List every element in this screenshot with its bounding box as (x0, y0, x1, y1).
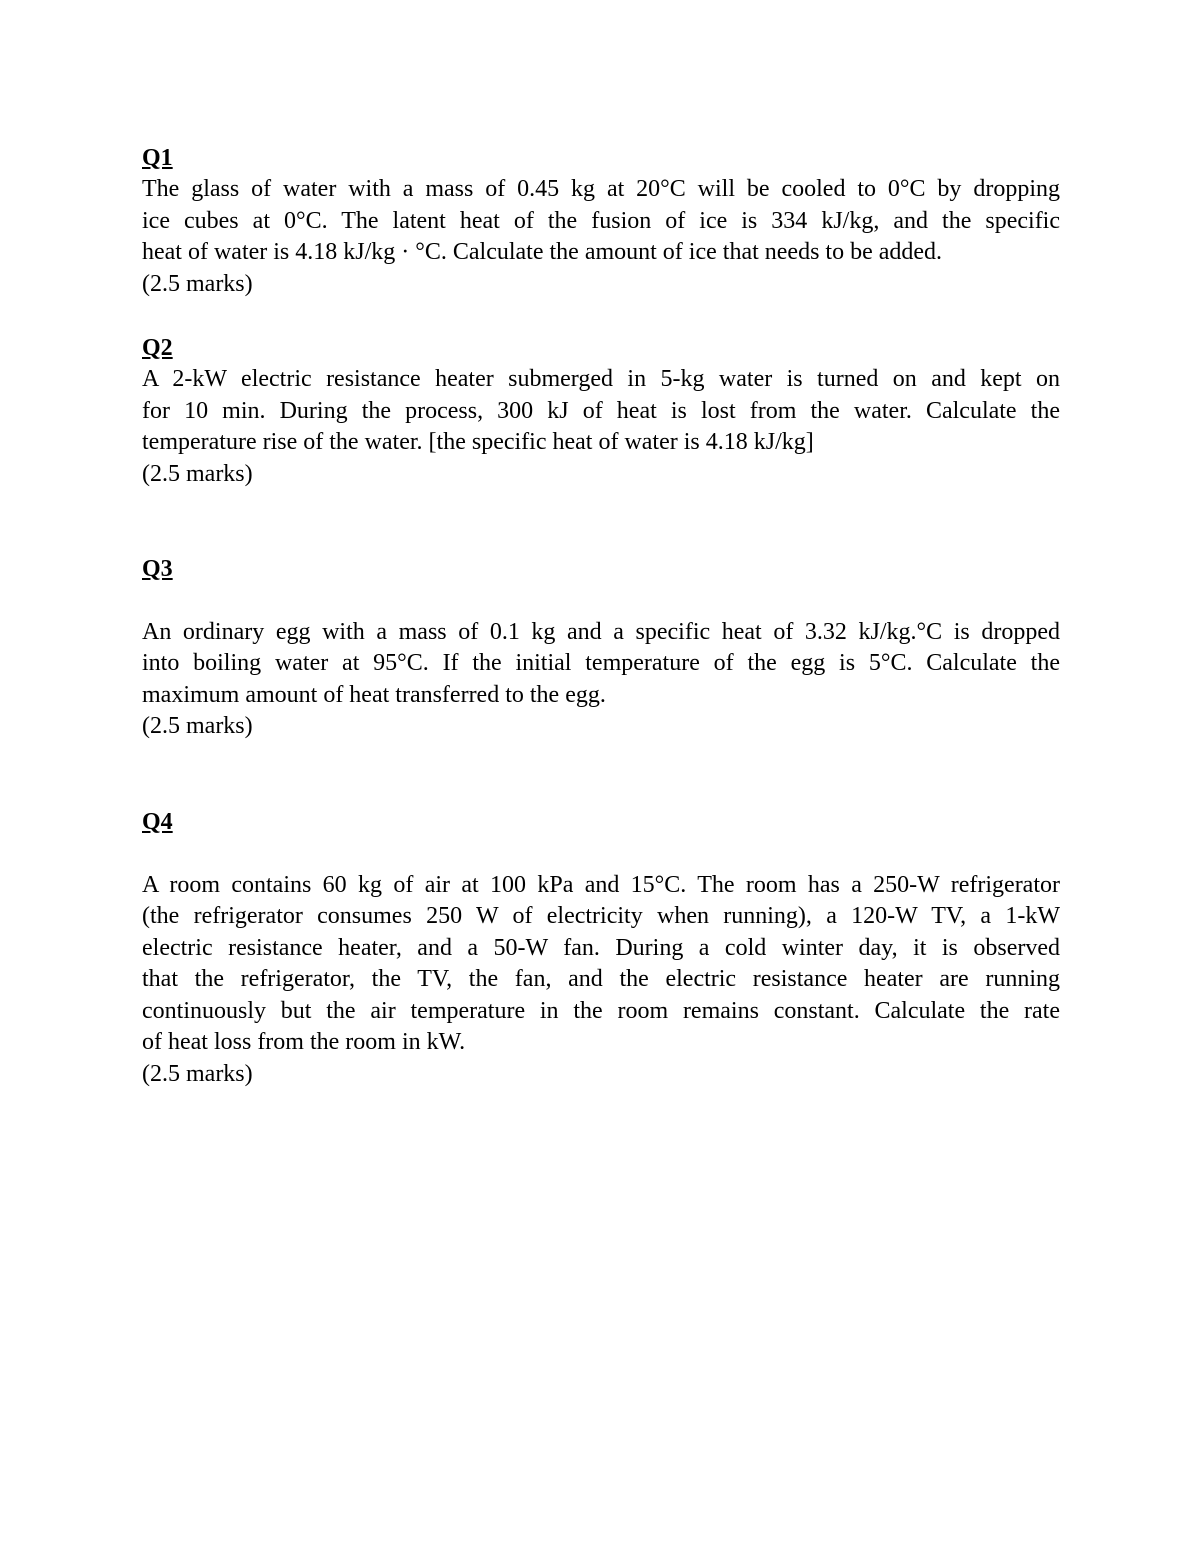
question-3-text-line-3: maximum amount of heat transferred to the egg. (142, 681, 606, 708)
question-3 (142, 554, 1060, 743)
question-2-text-line-3: temperature rise of the water. [the specific heat of water is 4.18 kJ/kg] (142, 429, 814, 455)
question-3-text-line-1: An ordinary egg with a mass of 0.1 kg and a specific heat of 3.32 kJ/kg.°C is dropped (142, 618, 1060, 645)
question-4-text-line-3: electric resistance heater, and a 50-W fan. During a cold winter day, it is observed (142, 934, 1060, 961)
question-3-heading: Q3 (142, 556, 173, 582)
question-1-text-line-2: ice cubes at 0°C. The latent heat of the fusion of ice is 334 kJ/kg, and the specific (142, 207, 1060, 234)
question-4-heading: Q4 (142, 809, 173, 835)
question-2-heading: Q2 (142, 335, 173, 361)
spacer (142, 585, 1060, 617)
question-1 (142, 143, 1060, 300)
question-4 (142, 807, 1060, 1090)
question-1-heading: Q1 (142, 145, 173, 171)
question-4-marks: (2.5 marks) (142, 1060, 253, 1087)
question-1-marks: (2.5 marks) (142, 270, 253, 297)
question-1-text-line-3: heat of water is 4.18 kJ/kg · °C. Calculate the amount of ice that needs to be added. (142, 239, 943, 265)
question-3-text-line-2: into boiling water at 95°C. If the initial temperature of the egg is 5°C. Calculate the (142, 650, 1060, 676)
question-1-text-line-1: The glass of water with a mass of 0.45 kg at 20°C will be cooled to 0°C by dropping (142, 176, 1060, 202)
question-2-marks: (2.5 marks) (142, 460, 253, 487)
question-2 (142, 333, 1060, 490)
question-4-text-line-6: of heat loss from the room in kW. (142, 1029, 466, 1055)
question-2-text-line-1: A 2-kW electric resistance heater submerged in 5-kg water is turned on and kept on (142, 366, 1060, 392)
question-4-text-line-1: A room contains 60 kg of air at 100 kPa and 15°C. The room has a 250-W refrigerator (142, 871, 1060, 898)
question-3-marks: (2.5 marks) (142, 713, 253, 739)
question-4-text-line-2: (the refrigerator consumes 250 W of electricity when running), a 120-W TV, a 1-kW (142, 903, 1060, 929)
spacer (142, 838, 1060, 870)
question-4-text-line-4: that the refrigerator, the TV, the fan, and the electric resistance heater are running (142, 966, 1060, 992)
question-2-text-line-2: for 10 min. During the process, 300 kJ of heat is lost from the water. Calculate the (142, 397, 1060, 424)
question-4-text-line-5: continuously but the air temperature in the room remains constant. Calculate the rate (142, 997, 1060, 1024)
